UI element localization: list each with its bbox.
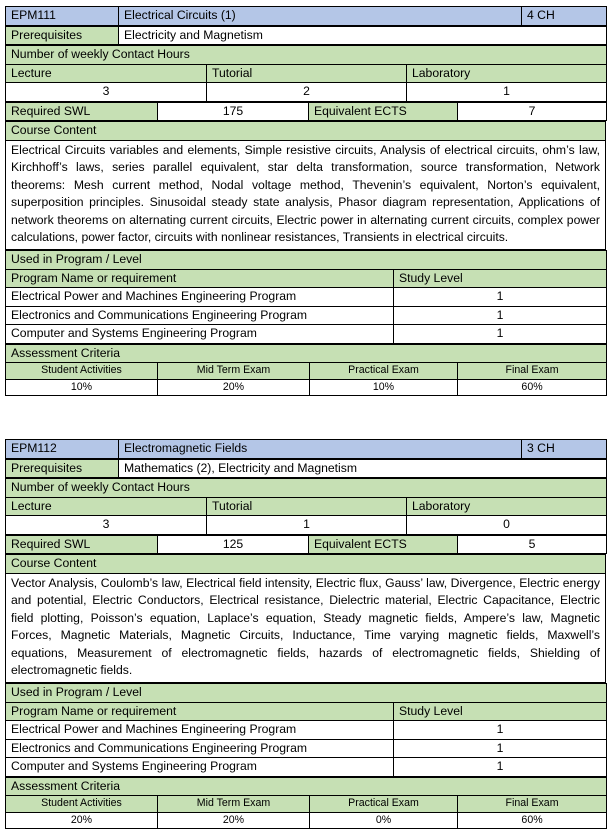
laboratory-hours: 0: [407, 516, 607, 535]
used-in-program-label: Used in Program / Level: [6, 251, 607, 270]
program-row: [6, 288, 607, 307]
lecture-label: Lecture: [6, 64, 207, 83]
assessment-criteria-label: Assessment Criteria: [6, 344, 607, 363]
course-title: Electromagnetic Fields: [119, 440, 522, 459]
equivalent-ects-value: 7: [458, 102, 607, 121]
prerequisites-value: Electricity and Magnetism: [119, 26, 607, 45]
course-content-label: Course Content: [6, 555, 606, 574]
required-swl-value: 175: [158, 102, 309, 121]
course-code: EPM111: [6, 7, 119, 26]
workload-table: [5, 102, 607, 122]
program-name-header: Program Name or requirement: [6, 269, 394, 288]
student-activities-header: Student Activities: [6, 796, 158, 813]
tutorial-label: Tutorial: [207, 497, 407, 516]
program-name: Computer and Systems Engineering Program: [6, 758, 394, 777]
course-content-table: [5, 554, 606, 683]
student-activities-header: Student Activities: [6, 363, 158, 380]
workload-table: [5, 535, 607, 555]
course-content-label: Course Content: [6, 122, 606, 141]
course-content-text: Vector Analysis, Coulomb’s law, Electrical field intensity, Electric flux, Gauss’ law, Divergence, Electric energy and potential, Electric Conductors, Electrical resistance, Dielectric material, Electric Capacitance, Electric field plotting, Poisson’s equation, Laplace’s equation, Steady magnetic fields, Ampere’s law, Magnetic Forces, Magnetic Materials, Magnetic Circuits, Inductance, Time varying magnetic fields, Maxwell’s equations, Measurement of electromagnetic fields, hazards of electromagnetic fields, Shielding of electromagnetic fields.: [6, 573, 606, 683]
contact-hours-table: [5, 45, 607, 102]
course-header-table: [5, 6, 607, 26]
equivalent-ects-label: Equivalent ECTS: [309, 102, 458, 121]
credit-hours: 3 CH: [522, 440, 607, 459]
prerequisites-value: Mathematics (2), Electricity and Magnetism: [119, 459, 607, 478]
program-name: Electronics and Communications Engineering Program: [6, 739, 394, 758]
course-title-row: [6, 7, 607, 26]
contact-hours-table: [5, 478, 607, 535]
contact-hours-label: Number of weekly Contact Hours: [6, 46, 607, 65]
study-level: 1: [394, 288, 607, 307]
tutorial-hours: 2: [207, 83, 407, 102]
required-swl-label: Required SWL: [6, 535, 158, 554]
study-level-header: Study Level: [394, 702, 607, 721]
program-name: Electronics and Communications Engineering Program: [6, 306, 394, 325]
program-name: Electrical Power and Machines Engineering Program: [6, 721, 394, 740]
required-swl-value: 125: [158, 535, 309, 554]
prerequisites-table: [5, 26, 607, 46]
study-level: 1: [394, 721, 607, 740]
lecture-hours: 3: [6, 516, 207, 535]
practical-exam-header: Practical Exam: [310, 363, 458, 380]
final-exam-value: 60%: [458, 379, 607, 396]
course-title-row: [6, 440, 607, 459]
program-row: [6, 739, 607, 758]
program-row: [6, 306, 607, 325]
contact-hours-label: Number of weekly Contact Hours: [6, 479, 607, 498]
prerequisites-label: Prerequisites: [6, 459, 119, 478]
study-level: 1: [394, 325, 607, 344]
program-row: [6, 325, 607, 344]
program-row: [6, 758, 607, 777]
laboratory-label: Laboratory: [407, 64, 607, 83]
prerequisites-row: [6, 459, 607, 478]
lecture-hours: 3: [6, 83, 207, 102]
practical-exam-header: Practical Exam: [310, 796, 458, 813]
assessment-criteria-label: Assessment Criteria: [6, 777, 607, 796]
tutorial-label: Tutorial: [207, 64, 407, 83]
course-content-text: Electrical Circuits variables and elements, Simple resistive circuits, Analysis of electrical circuits, ohm’s law, Kirchhoff’s laws, series parallel equivalent, star delta transformation, source transformation, Network theorems: Mesh current method, Nodal voltage method, Thevenin’s equivalent, Norton’s equivalent, superposition principles. Sinusoidal steady state analysis, Phasor diagram representation, Applications of network theorems on alternating current circuits, Electric power in alternating current circuits, complex power calculations, power factor, circuits with nonlinear resistances, Transients in electrical circuits.: [6, 140, 606, 250]
final-exam-header: Final Exam: [458, 796, 607, 813]
program-name: Electrical Power and Machines Engineering Program: [6, 288, 394, 307]
final-exam-value: 60%: [458, 812, 607, 829]
study-level: 1: [394, 739, 607, 758]
mid-term-exam-value: 20%: [158, 379, 310, 396]
course-title: Electrical Circuits (1): [119, 7, 522, 26]
assessment-table: [5, 344, 607, 397]
mid-term-exam-header: Mid Term Exam: [158, 363, 310, 380]
student-activities-value: 10%: [6, 379, 158, 396]
credit-hours: 4 CH: [522, 7, 607, 26]
equivalent-ects-value: 5: [458, 535, 607, 554]
course-card-epm112: [5, 439, 606, 829]
course-header-table: [5, 439, 607, 459]
equivalent-ects-label: Equivalent ECTS: [309, 535, 458, 554]
tutorial-hours: 1: [207, 516, 407, 535]
mid-term-exam-header: Mid Term Exam: [158, 796, 310, 813]
prerequisites-label: Prerequisites: [6, 26, 119, 45]
prerequisites-row: [6, 26, 607, 45]
course-content-table: [5, 121, 606, 250]
laboratory-hours: 1: [407, 83, 607, 102]
course-card-epm111: [5, 6, 606, 396]
program-row: [6, 721, 607, 740]
lecture-label: Lecture: [6, 497, 207, 516]
practical-exam-value: 0%: [310, 812, 458, 829]
study-level: 1: [394, 306, 607, 325]
study-level-header: Study Level: [394, 269, 607, 288]
required-swl-label: Required SWL: [6, 102, 158, 121]
programs-table: [5, 683, 607, 777]
course-code: EPM112: [6, 440, 119, 459]
practical-exam-value: 10%: [310, 379, 458, 396]
program-name-header: Program Name or requirement: [6, 702, 394, 721]
mid-term-exam-value: 20%: [158, 812, 310, 829]
laboratory-label: Laboratory: [407, 497, 607, 516]
final-exam-header: Final Exam: [458, 363, 607, 380]
used-in-program-label: Used in Program / Level: [6, 684, 607, 703]
study-level: 1: [394, 758, 607, 777]
prerequisites-table: [5, 459, 607, 479]
program-name: Computer and Systems Engineering Program: [6, 325, 394, 344]
assessment-table: [5, 777, 607, 830]
student-activities-value: 20%: [6, 812, 158, 829]
programs-table: [5, 250, 607, 344]
